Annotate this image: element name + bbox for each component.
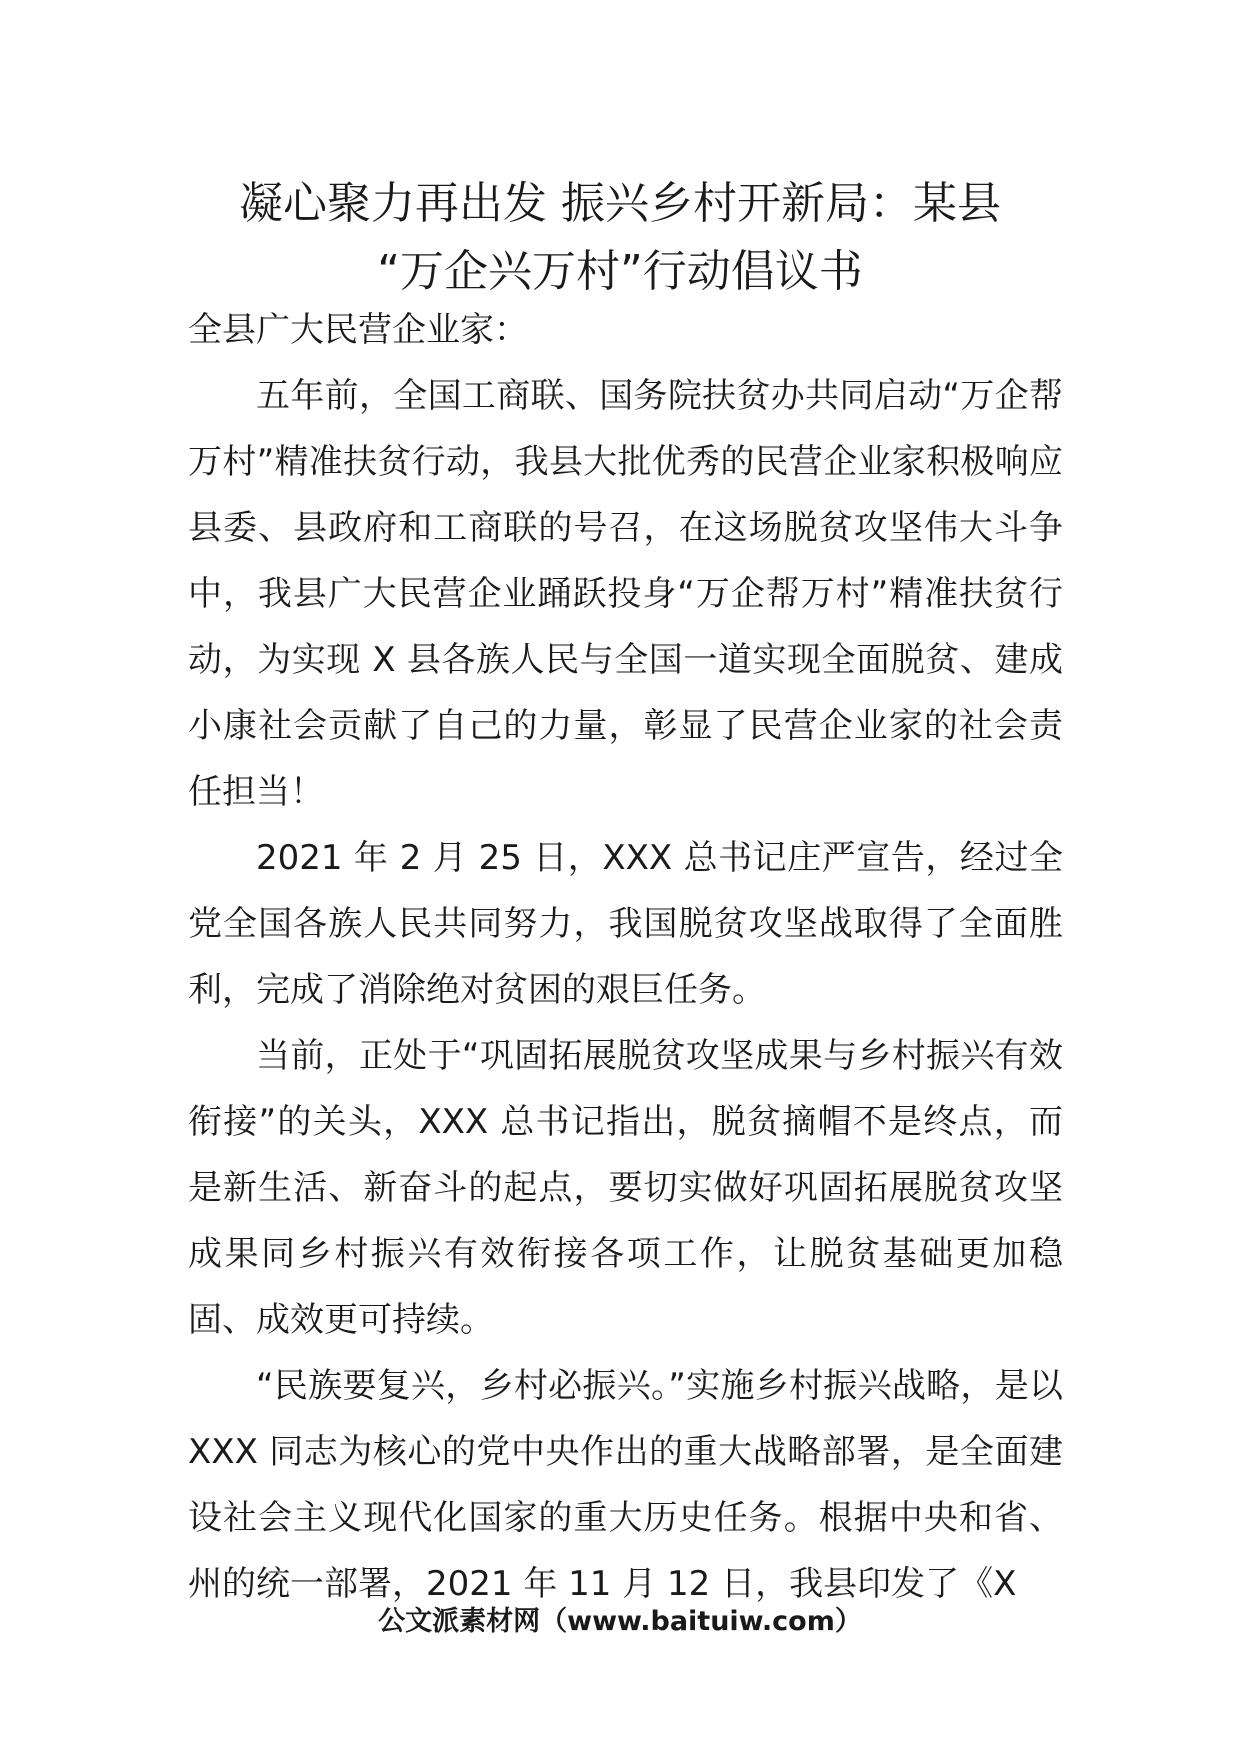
footer-watermark: 公文派素材网（www.baituiw.com）	[378, 1606, 862, 1637]
paragraph-4: “民族要复兴，乡村必振兴。”实施乡村振兴战略，是以 XXX 同志为核心的党中央作出的重大战略部署，是全面建设社会主义现代化国家的重大历史任务。根据中央和省、州的统一部署，2021 年 11 月 12 日，我县印发了《X	[188, 1366, 1063, 1604]
document-body	[188, 297, 1063, 1617]
salutation: 全县广大民营企业家：	[188, 310, 528, 350]
paragraph-3: 当前，正处于“巩固拓展脱贫攻坚成果与乡村振兴有效衔接”的关头，XXX 总书记指出，脱贫摘帽不是终点，而是新生活、新奋斗的起点，要切实做好巩固拓展脱贫攻坚成果同乡村振兴有效衔接各项工作，让脱贫基础更加稳固、成效更可持续。	[188, 1036, 1063, 1340]
title-line-2: “万企兴万村”行动倡议书	[377, 246, 863, 297]
paragraph-1: 五年前，全国工商联、国务院扶贫办共同启动“万企帮万村”精准扶贫行动，我县大批优秀的民营企业家积极响应县委、县政府和工商联的号召，在这场脱贫攻坚伟大斗争中，我县广大民营企业踊跃投身“万企帮万村”精准扶贫行动，为实现 X 县各族人民与全国一道实现全面脱贫、建成小康社会贡献了自己的力量，彰显了民营企业家的社会责任担当！	[188, 376, 1063, 812]
paragraph-2: 2021 年 2 月 25 日，XXX 总书记庄严宣告，经过全党全国各族人民共同努力，我国脱贫攻坚战取得了全面胜利，完成了消除绝对贫困的艰巨任务。	[188, 838, 1063, 1010]
title-line-1: 凝心聚力再出发 振兴乡村开新局：某县	[239, 178, 1001, 229]
document-title	[150, 170, 1090, 306]
